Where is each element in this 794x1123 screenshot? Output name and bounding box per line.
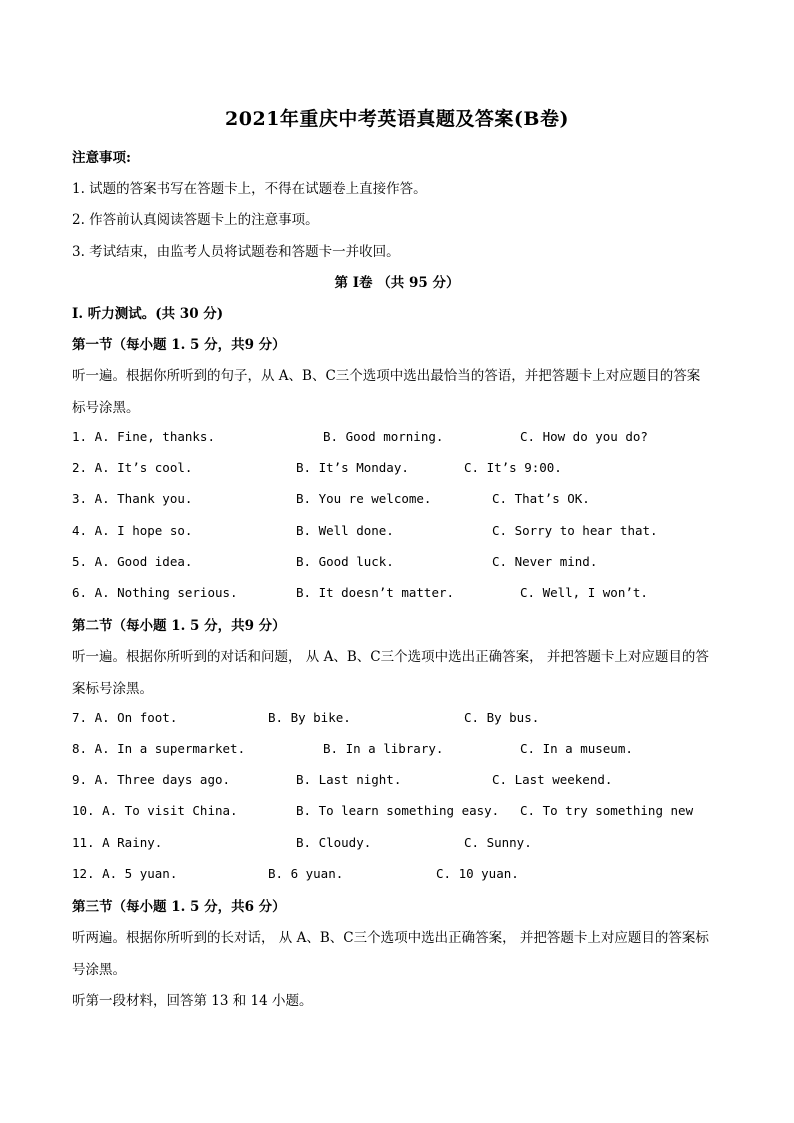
q10-option-a: 10. A. To visit China. bbox=[72, 803, 238, 818]
q3-option-b: B. You re welcome. bbox=[296, 491, 432, 506]
sec1-instruction: 听一遍。根据你所听到的句子，从 A、B、C三个选项中选出最恰当的答语，并把答题卡上对应题目的答案 bbox=[72, 368, 701, 384]
q5-option-a: 5. A. Good idea. bbox=[72, 554, 193, 569]
q12-option-a: 12. A. 5 yuan. bbox=[72, 866, 178, 881]
q9-option-a: 9. A. Three days ago. bbox=[72, 772, 231, 787]
sec2-heading: 第二节（每小题 1. 5 分，共9 分） bbox=[72, 618, 286, 634]
notice-item: 1. 试题的答案书写在答题卡上，不得在试题卷上直接作答。 bbox=[72, 181, 427, 197]
q8-option-b: B. In a library. bbox=[323, 741, 444, 756]
q11-option-c: C. Sunny. bbox=[464, 835, 532, 850]
notice-heading: 注意事项: bbox=[72, 150, 131, 166]
q4-option-c: C. Sorry to hear that. bbox=[492, 523, 658, 538]
section-title: I. 听力测试。(共 30 分) bbox=[72, 306, 224, 322]
q6-option-a: 6. A. Nothing serious. bbox=[72, 585, 238, 600]
q2-option-a: 2. A. It’s cool. bbox=[72, 460, 193, 475]
q5-option-b: B. Good luck. bbox=[296, 554, 394, 569]
q8-option-c: C. In a museum. bbox=[520, 741, 633, 756]
q7-option-b: B. By bike. bbox=[268, 710, 351, 725]
q3-option-c: C. That’s OK. bbox=[492, 491, 590, 506]
q9-option-c: C. Last weekend. bbox=[492, 772, 613, 787]
q11-option-b: B. Cloudy. bbox=[296, 835, 372, 850]
q10-option-c: C. To try something new bbox=[520, 803, 694, 818]
q6-option-c: C. Well, I won’t. bbox=[520, 585, 648, 600]
page-title: 2021年重庆中考英语真题及答案(B卷) bbox=[225, 108, 569, 130]
q2-option-c: C. It’s 9:00. bbox=[464, 460, 562, 475]
sec1-heading: 第一节（每小题 1. 5 分，共9 分） bbox=[72, 337, 286, 353]
q6-option-b: B. It doesn’t matter. bbox=[296, 585, 455, 600]
q10-option-b: B. To learn something easy. bbox=[296, 803, 500, 818]
q5-option-c: C. Never mind. bbox=[492, 554, 598, 569]
notice-item: 3. 考试结束，由监考人员将试题卷和答题卡一并收回。 bbox=[72, 244, 400, 260]
q7-option-c: C. By bus. bbox=[464, 710, 540, 725]
q1-option-b: B. Good morning. bbox=[323, 429, 444, 444]
sec3-instruction: 听两遍。根据你所听到的长对话， 从 A、B、C三个选项中选出正确答案， 并把答题卡上对应题目的答案标 bbox=[72, 930, 709, 946]
sec3-heading: 第三节（每小题 1. 5 分，共6 分） bbox=[72, 899, 286, 915]
notice-item: 2. 作答前认真阅读答题卡上的注意事项。 bbox=[72, 212, 319, 228]
sec2-instruction-cont: 案标号涂黑。 bbox=[72, 681, 153, 697]
q7-option-a: 7. A. On foot. bbox=[72, 710, 178, 725]
sec3-instruction-cont: 号涂黑。 bbox=[72, 962, 126, 978]
q2-option-b: B. It’s Monday. bbox=[296, 460, 409, 475]
q4-option-b: B. Well done. bbox=[296, 523, 394, 538]
q12-option-b: B. 6 yuan. bbox=[268, 866, 344, 881]
sec3-note: 听第一段材料，回答第 13 和 14 小题。 bbox=[72, 993, 313, 1009]
q4-option-a: 4. A. I hope so. bbox=[72, 523, 193, 538]
sec2-instruction: 听一遍。根据你所听到的对话和问题， 从 A、B、C三个选项中选出正确答案， 并把答题卡上对应题目的答 bbox=[72, 649, 709, 665]
q9-option-b: B. Last night. bbox=[296, 772, 402, 787]
q1-option-c: C. How do you do? bbox=[520, 429, 648, 444]
q12-option-c: C. 10 yuan. bbox=[436, 866, 519, 881]
part-title: 第 I卷 （共 95 分） bbox=[334, 275, 460, 291]
q1-option-a: 1. A. Fine, thanks. bbox=[72, 429, 215, 444]
q3-option-a: 3. A. Thank you. bbox=[72, 491, 193, 506]
q8-option-a: 8. A. In a supermarket. bbox=[72, 741, 246, 756]
sec1-instruction-cont: 标号涂黑。 bbox=[72, 400, 140, 416]
q11-option-a: 11. A Rainy. bbox=[72, 835, 163, 850]
